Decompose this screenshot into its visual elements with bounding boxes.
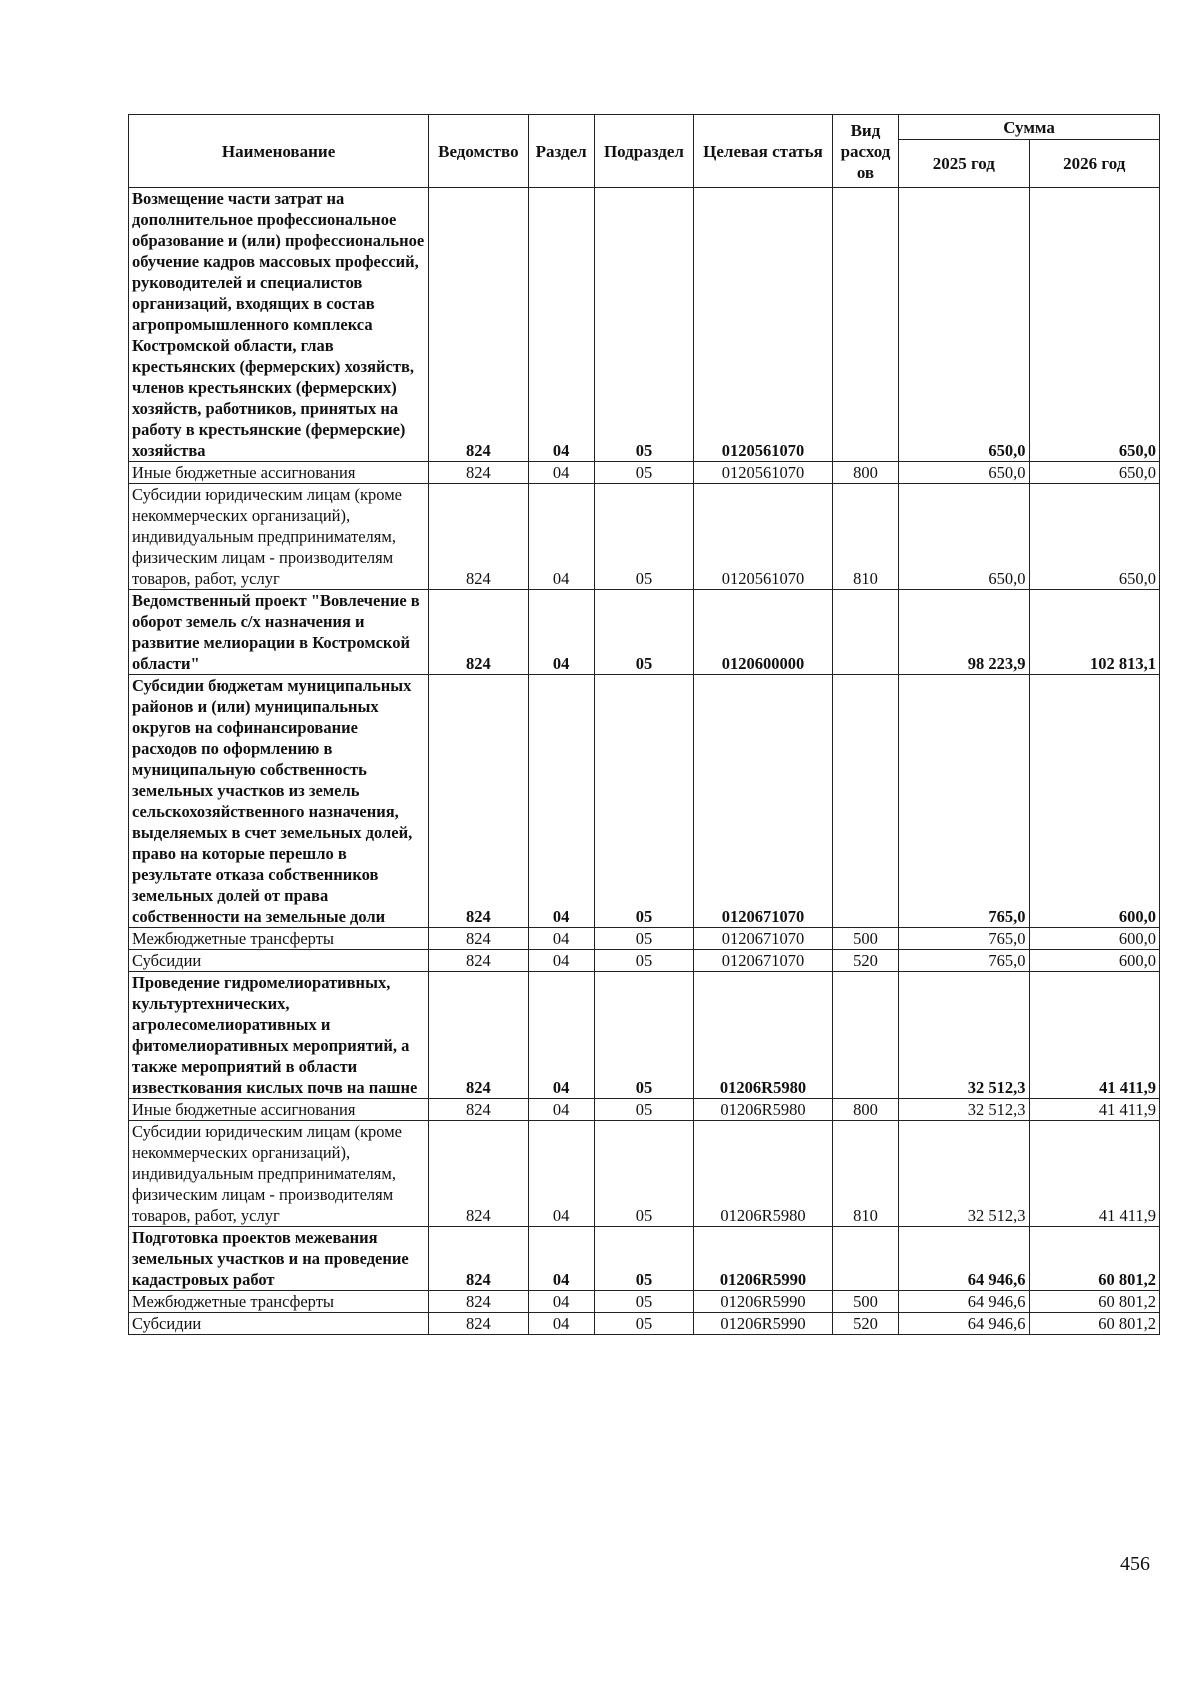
- cell-podrazdel: 05: [594, 1121, 693, 1227]
- cell-celevaya-statya: 0120561070: [694, 484, 833, 590]
- cell-vedomstvo: 824: [429, 950, 528, 972]
- cell-celevaya-statya: 01206R5990: [694, 1313, 833, 1335]
- cell-podrazdel: 05: [594, 484, 693, 590]
- cell-vedomstvo: 824: [429, 1121, 528, 1227]
- cell-name: Ведомственный проект "Вовлечение в оборот земель с/х назначения и развитие мелиорации в Костромской области": [129, 590, 429, 675]
- cell-vedomstvo: 824: [429, 1227, 528, 1291]
- cell-summa-2025: 64 946,6: [899, 1227, 1029, 1291]
- cell-name: Возмещение части затрат на дополнительное профессиональное образование и (или) профессиональное обучение кадров массовых профессий, руководителей и специалистов организаций, входящих в состав агропромышленного комплекса Костромской области, глав крестьянских (фермерских) хозяйств, членов крестьянских (фермерских) хозяйств, работников, принятых на работу в крестьянские (фермерские) хозяйства: [129, 188, 429, 462]
- header-vedomstvo: Ведомство: [429, 115, 528, 188]
- table-row: [129, 590, 1160, 675]
- header-podrazdel: Подраздел: [594, 115, 693, 188]
- table-row: [129, 1099, 1160, 1121]
- cell-vid-rashodov: [832, 675, 898, 928]
- cell-summa-2026: 102 813,1: [1029, 590, 1160, 675]
- cell-vedomstvo: 824: [429, 462, 528, 484]
- cell-podrazdel: 05: [594, 590, 693, 675]
- cell-razdel: 04: [528, 675, 594, 928]
- table-row: [129, 462, 1160, 484]
- cell-vid-rashodov: 520: [832, 1313, 898, 1335]
- header-2025: 2025 год: [899, 140, 1029, 188]
- cell-summa-2025: 98 223,9: [899, 590, 1029, 675]
- cell-podrazdel: 05: [594, 972, 693, 1099]
- cell-vid-rashodov: 500: [832, 1291, 898, 1313]
- cell-celevaya-statya: 0120671070: [694, 928, 833, 950]
- cell-celevaya-statya: 0120561070: [694, 462, 833, 484]
- cell-name: Иные бюджетные ассигнования: [129, 462, 429, 484]
- cell-summa-2025: 765,0: [899, 675, 1029, 928]
- cell-name: Субсидии: [129, 1313, 429, 1335]
- cell-razdel: 04: [528, 484, 594, 590]
- header-2026: 2026 год: [1029, 140, 1160, 188]
- cell-name: Субсидии юридическим лицам (кроме некоммерческих организаций), индивидуальным предпринимателям, физическим лицам - производителям товаров, работ, услуг: [129, 484, 429, 590]
- cell-summa-2026: 60 801,2: [1029, 1291, 1160, 1313]
- cell-summa-2026: 650,0: [1029, 462, 1160, 484]
- cell-summa-2025: 650,0: [899, 188, 1029, 462]
- cell-summa-2025: 32 512,3: [899, 1099, 1029, 1121]
- cell-name: Субсидии юридическим лицам (кроме некоммерческих организаций), индивидуальным предпринимателям, физическим лицам - производителям товаров, работ, услуг: [129, 1121, 429, 1227]
- cell-summa-2026: 600,0: [1029, 950, 1160, 972]
- table-body: [129, 188, 1160, 1335]
- cell-vid-rashodov: 520: [832, 950, 898, 972]
- cell-summa-2026: 41 411,9: [1029, 972, 1160, 1099]
- cell-vid-rashodov: 500: [832, 928, 898, 950]
- cell-razdel: 04: [528, 188, 594, 462]
- cell-summa-2026: 600,0: [1029, 675, 1160, 928]
- table-row: [129, 1291, 1160, 1313]
- cell-name: Межбюджетные трансферты: [129, 1291, 429, 1313]
- cell-podrazdel: 05: [594, 928, 693, 950]
- cell-podrazdel: 05: [594, 1291, 693, 1313]
- cell-vid-rashodov: [832, 1227, 898, 1291]
- cell-podrazdel: 05: [594, 462, 693, 484]
- cell-name: Проведение гидромелиоративных, культуртехнических, агролесомелиоративных и фитомелиоративных мероприятий, а также мероприятий в области известкования кислых почв на пашне: [129, 972, 429, 1099]
- cell-name: Субсидии бюджетам муниципальных районов и (или) муниципальных округов на софинансирование расходов по оформлению в муниципальную собственность земельных участков из земель сельскохозяйственного назначения, выделяемых в счет земельных долей, право на которые перешло в результате отказа собственников земельных долей от права собственности на земельные доли: [129, 675, 429, 928]
- cell-summa-2025: 765,0: [899, 950, 1029, 972]
- cell-razdel: 04: [528, 1291, 594, 1313]
- table-row: [129, 1313, 1160, 1335]
- cell-razdel: 04: [528, 1121, 594, 1227]
- cell-summa-2025: 64 946,6: [899, 1291, 1029, 1313]
- cell-vedomstvo: 824: [429, 484, 528, 590]
- table-row: [129, 675, 1160, 928]
- cell-vedomstvo: 824: [429, 188, 528, 462]
- cell-vedomstvo: 824: [429, 1099, 528, 1121]
- cell-celevaya-statya: 01206R5980: [694, 972, 833, 1099]
- cell-razdel: 04: [528, 928, 594, 950]
- header-celevaya-statya: Целевая статья: [694, 115, 833, 188]
- table-row: [129, 928, 1160, 950]
- page-number: 456: [1120, 1553, 1150, 1575]
- cell-celevaya-statya: 01206R5980: [694, 1121, 833, 1227]
- cell-summa-2026: 60 801,2: [1029, 1313, 1160, 1335]
- cell-podrazdel: 05: [594, 1313, 693, 1335]
- cell-vedomstvo: 824: [429, 590, 528, 675]
- cell-summa-2026: 60 801,2: [1029, 1227, 1160, 1291]
- cell-vid-rashodov: 810: [832, 484, 898, 590]
- cell-celevaya-statya: 01206R5990: [694, 1227, 833, 1291]
- cell-summa-2026: 41 411,9: [1029, 1099, 1160, 1121]
- header-vid-rashodov: Вид расход ов: [832, 115, 898, 188]
- cell-summa-2026: 650,0: [1029, 484, 1160, 590]
- cell-podrazdel: 05: [594, 1099, 693, 1121]
- cell-razdel: 04: [528, 462, 594, 484]
- table-row: [129, 972, 1160, 1099]
- cell-summa-2026: 600,0: [1029, 928, 1160, 950]
- cell-vid-rashodov: [832, 590, 898, 675]
- cell-vid-rashodov: 810: [832, 1121, 898, 1227]
- table-row: [129, 484, 1160, 590]
- table-row: [129, 1227, 1160, 1291]
- table-row: [129, 950, 1160, 972]
- cell-podrazdel: 05: [594, 1227, 693, 1291]
- cell-celevaya-statya: 0120671070: [694, 950, 833, 972]
- cell-podrazdel: 05: [594, 188, 693, 462]
- cell-razdel: 04: [528, 1313, 594, 1335]
- cell-razdel: 04: [528, 1227, 594, 1291]
- cell-summa-2025: 650,0: [899, 462, 1029, 484]
- cell-vedomstvo: 824: [429, 1291, 528, 1313]
- cell-name: Межбюджетные трансферты: [129, 928, 429, 950]
- cell-vedomstvo: 824: [429, 1313, 528, 1335]
- cell-razdel: 04: [528, 590, 594, 675]
- cell-summa-2025: 64 946,6: [899, 1313, 1029, 1335]
- cell-podrazdel: 05: [594, 675, 693, 928]
- cell-summa-2026: 650,0: [1029, 188, 1160, 462]
- cell-name: Подготовка проектов межевания земельных участков и на проведение кадастровых работ: [129, 1227, 429, 1291]
- header-name: Наименование: [129, 115, 429, 188]
- cell-celevaya-statya: 01206R5990: [694, 1291, 833, 1313]
- cell-vid-rashodov: [832, 188, 898, 462]
- cell-razdel: 04: [528, 972, 594, 1099]
- cell-name: Субсидии: [129, 950, 429, 972]
- table-row: [129, 188, 1160, 462]
- cell-summa-2025: 32 512,3: [899, 1121, 1029, 1227]
- cell-vid-rashodov: 800: [832, 462, 898, 484]
- cell-summa-2025: 765,0: [899, 928, 1029, 950]
- cell-summa-2025: 32 512,3: [899, 972, 1029, 1099]
- cell-vedomstvo: 824: [429, 972, 528, 1099]
- cell-celevaya-statya: 01206R5980: [694, 1099, 833, 1121]
- header-summa: Сумма: [899, 115, 1160, 140]
- cell-celevaya-statya: 0120671070: [694, 675, 833, 928]
- cell-razdel: 04: [528, 950, 594, 972]
- cell-vedomstvo: 824: [429, 928, 528, 950]
- header-razdel: Раздел: [528, 115, 594, 188]
- table-row: [129, 1121, 1160, 1227]
- cell-summa-2025: 650,0: [899, 484, 1029, 590]
- cell-celevaya-statya: 0120600000: [694, 590, 833, 675]
- cell-razdel: 04: [528, 1099, 594, 1121]
- cell-summa-2026: 41 411,9: [1029, 1121, 1160, 1227]
- cell-vid-rashodov: 800: [832, 1099, 898, 1121]
- cell-podrazdel: 05: [594, 950, 693, 972]
- cell-vid-rashodov: [832, 972, 898, 1099]
- cell-celevaya-statya: 0120561070: [694, 188, 833, 462]
- cell-vedomstvo: 824: [429, 675, 528, 928]
- budget-table: [128, 114, 1160, 1335]
- cell-name: Иные бюджетные ассигнования: [129, 1099, 429, 1121]
